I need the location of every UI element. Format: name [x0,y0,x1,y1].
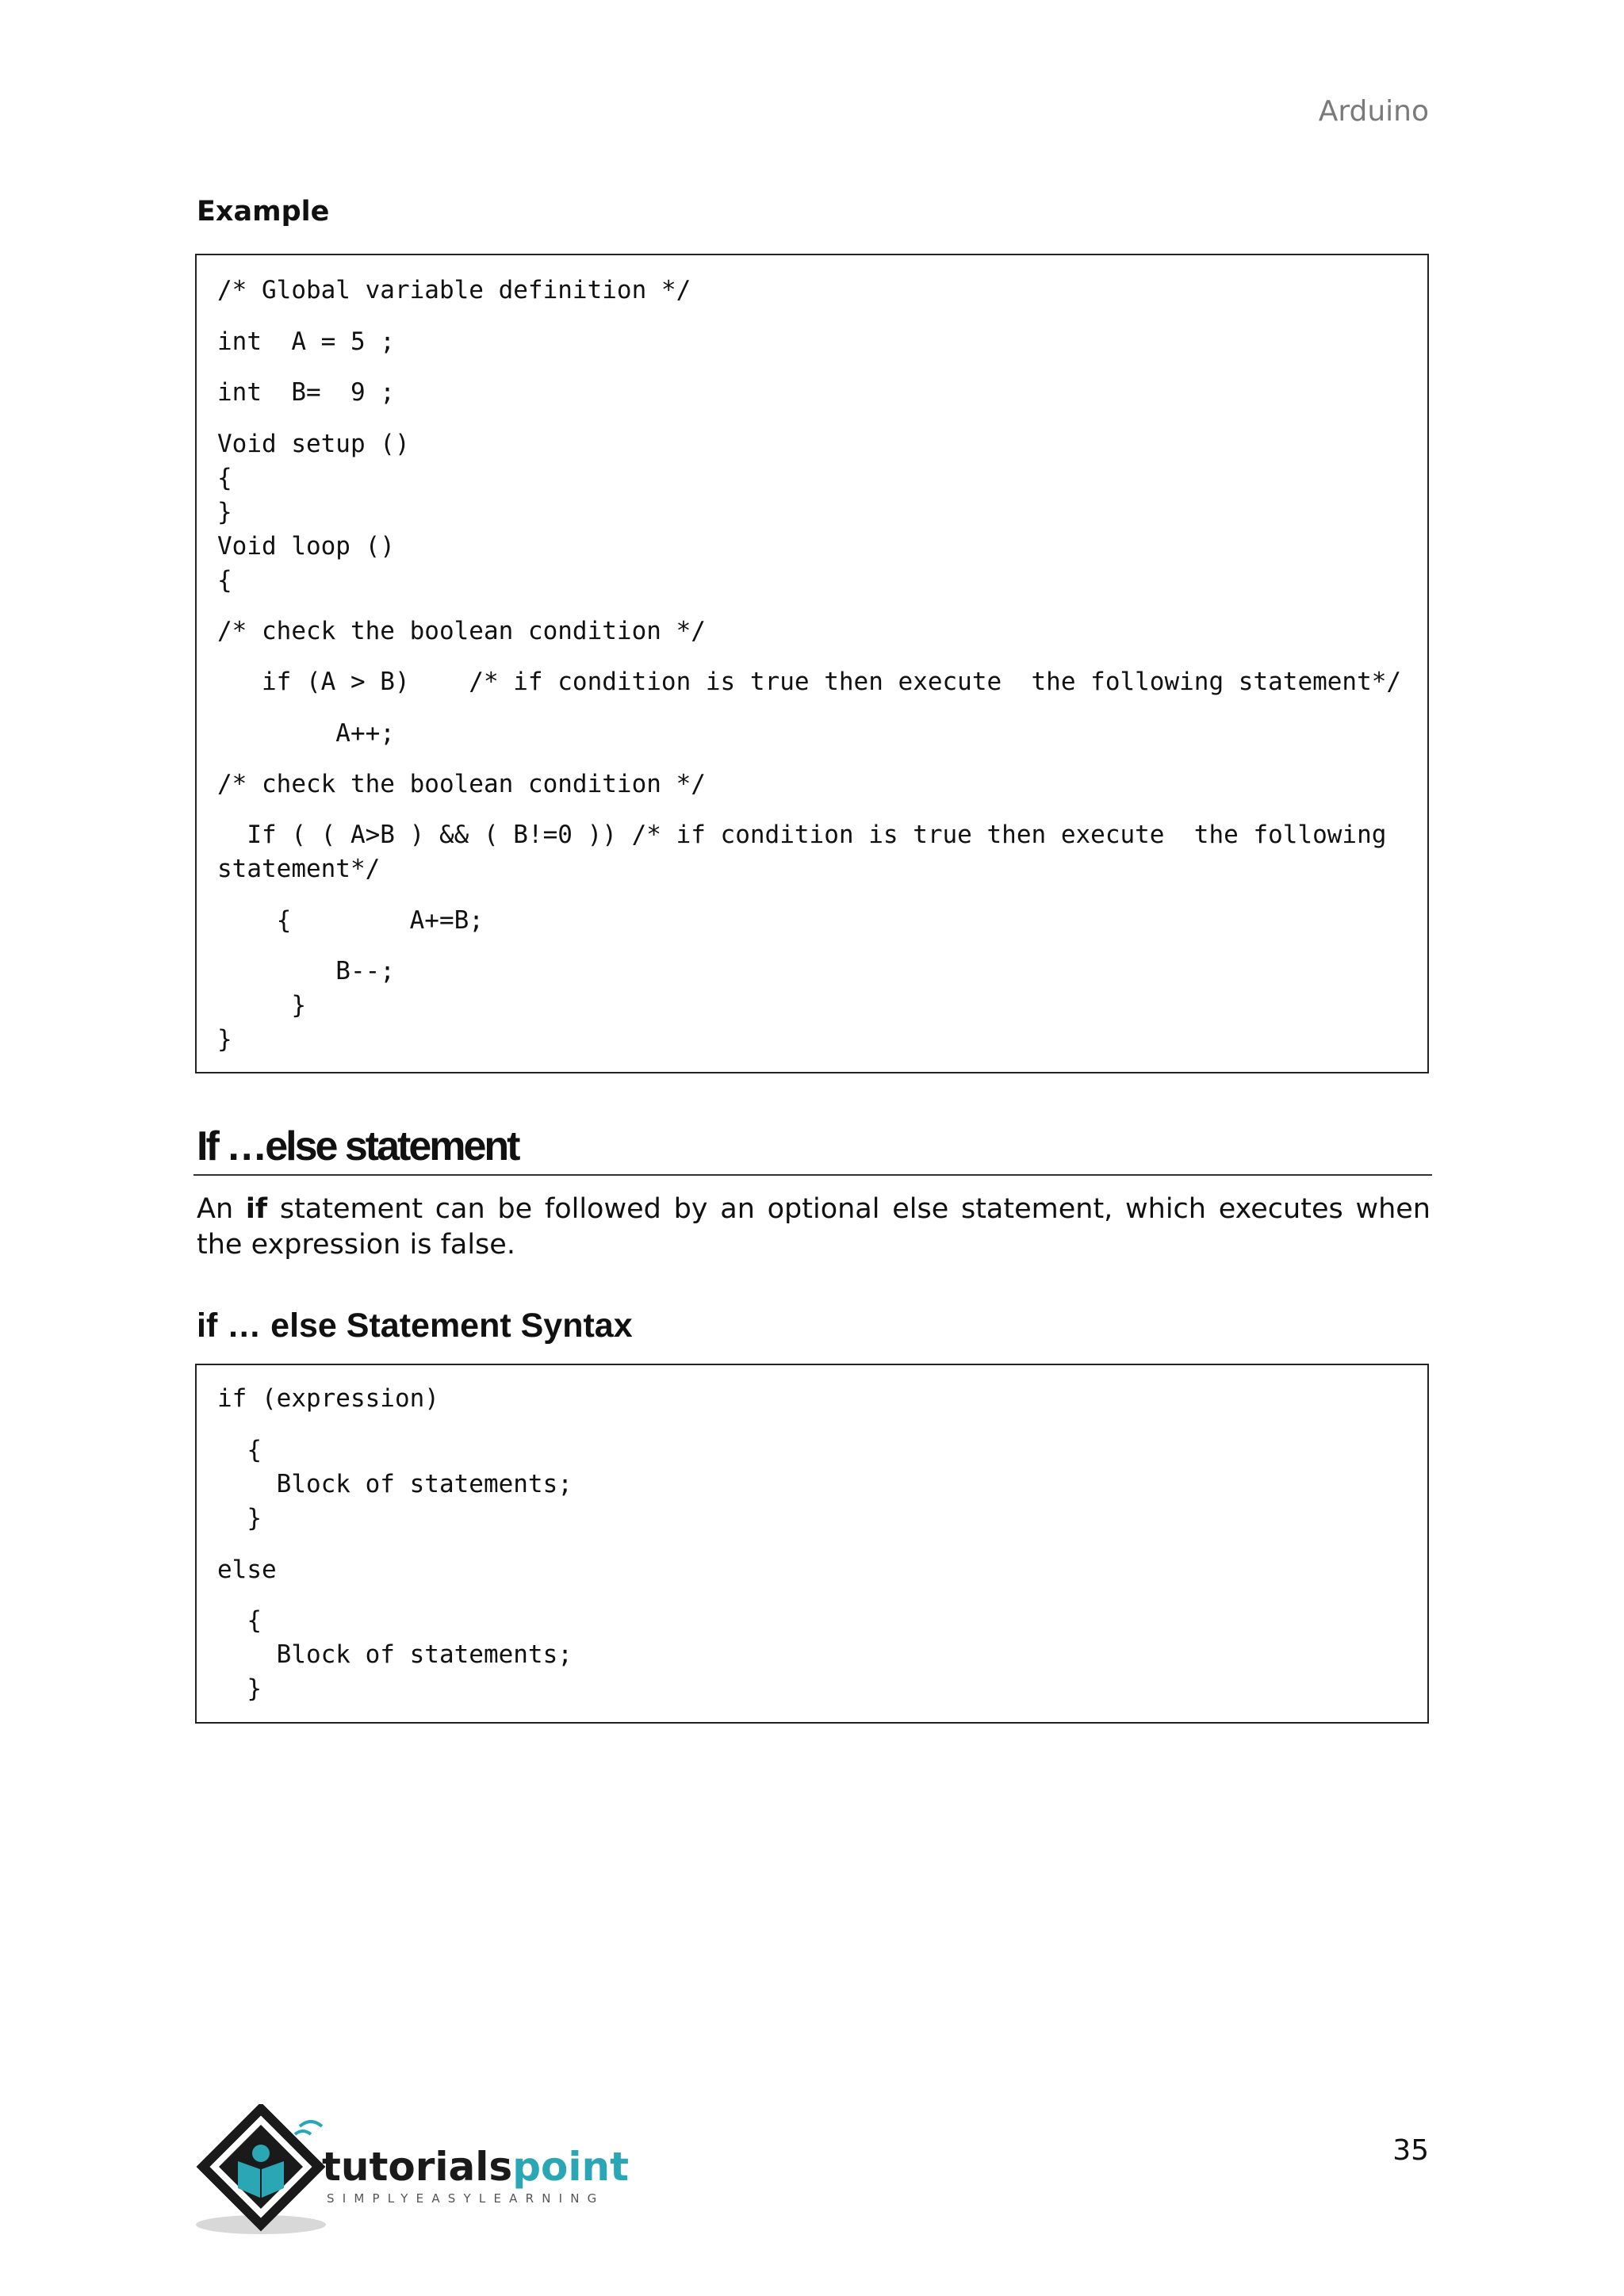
code-line: B--; [217,957,395,985]
code-line: int B= 9 ; [217,378,395,407]
example-label: Example [197,196,330,228]
code-line: { [217,1606,262,1635]
code-line: { A+=B; [217,906,484,935]
code-line: Block of statements; [217,1640,573,1669]
code-line: { [217,1436,262,1464]
body-paragraph [197,1192,1431,1263]
code-line: { [217,464,232,492]
code-line: } [217,1674,262,1703]
page-number: 35 [1392,2134,1429,2167]
code-line: Void setup () [217,430,410,458]
paragraph-suffix: statement can be followed by an optional else statement, which executes when the expression is false. [197,1193,1431,1261]
code-line: if (expression) [217,1384,439,1413]
signal-arc-icon [300,2122,322,2126]
code-line: } [217,1025,232,1054]
code-line: /* Global variable definition */ [217,276,691,304]
code-line: statement*/ [217,855,381,883]
code-line: if (A > B) /* if condition is true then execute the following statement*/ [217,668,1402,696]
code-line: } [217,498,232,526]
code-line: Void loop () [217,532,395,561]
paragraph-bold-keyword: if [245,1193,268,1225]
section-divider [193,1174,1432,1176]
signal-arc-icon [295,2131,311,2134]
code-line: { [217,566,232,595]
code-line: int A = 5 ; [217,327,395,356]
syntax-code-box [195,1364,1429,1724]
code-line: If ( ( A>B ) && ( B!=0 )) /* if condition is true then execute the following [217,821,1387,849]
code-line: else [217,1556,277,1584]
syntax-heading: if … else Statement Syntax [197,1307,633,1345]
logo-text-main: tutorials [322,2144,513,2190]
code-line: } [217,1504,262,1533]
tutorialspoint-logo [193,2104,638,2239]
example-code-box [195,254,1429,1073]
logo-text-accent: point [512,2144,629,2190]
code-line: /* check the boolean condition */ [217,617,706,645]
code-line: } [217,991,306,1020]
paragraph-prefix: An [197,1193,246,1225]
code-line: A++; [217,719,395,748]
code-line: /* check the boolean condition */ [217,770,706,798]
logo-tagline: SIMPLYEASYLEARNING [327,2191,605,2206]
running-header: Arduino [1318,95,1429,128]
svg-text:tutorialspoint [322,2144,629,2190]
section-heading: If …else statement [197,1123,519,1169]
code-line: Block of statements; [217,1470,573,1498]
reader-head-icon [252,2145,270,2162]
